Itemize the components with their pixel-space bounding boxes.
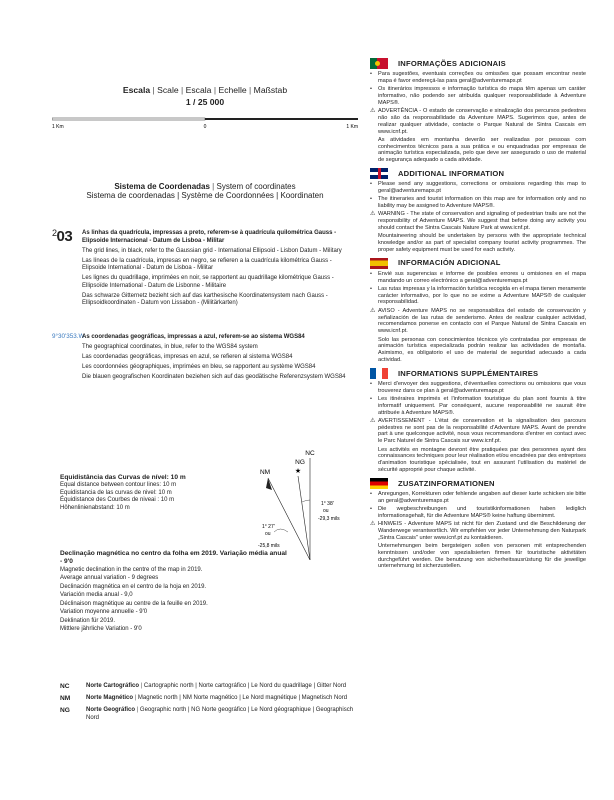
uk-flag-icon bbox=[370, 168, 388, 179]
section-title-de: ZUSATZINFORMATIONEN bbox=[398, 478, 495, 488]
list-item: • Merci d'envoyer des suggestions, d'éventuelles corrections ou omissions que vous trouverez dans ce plan à geral@adventuremaps.pt bbox=[370, 381, 586, 395]
north-row-nm: NM Norte Magnético | Magnetic north | NM Norte magnético | Le Nord magnétique | Magnetisch Nord bbox=[60, 695, 348, 703]
section-title-en: ADDITIONAL INFORMATION bbox=[398, 168, 505, 178]
section-de bbox=[370, 478, 586, 570]
germany-flag-icon bbox=[370, 478, 388, 489]
list-item: • Please send any suggestions, corrections or omissions regarding this map to geral@adventuremaps.pt bbox=[370, 181, 586, 195]
section-title-es: INFORMACIÓN ADICIONAL bbox=[398, 258, 501, 268]
ou-1: ou bbox=[323, 508, 329, 514]
mils-ng-nm: -25,8 mils bbox=[258, 543, 280, 549]
list-item: • Anregungen, Korrekturen oder fehlende angaben auf dieser karte schicken sie bitte an geral@adventuremaps.pt bbox=[370, 491, 586, 505]
section-title-pt: INFORMAÇÕES ADICIONAIS bbox=[398, 58, 506, 68]
spain-flag-icon bbox=[370, 258, 388, 269]
list-item: • Envié sus sugerencias e informe de posibles errores u omisiones en el mapa mandando un correo electrónico a geral@adventuremaps.pt bbox=[370, 271, 586, 285]
list-item: ⚠ AVISO - Adventure MAPS no se responsabiliza del estado de conservación y señalización de las rutas de senderismo. Antes de realizar cualquier actividad, recomendamos ponerse en contacto con el Parque Natural de Sintra Cascais en www.icnf.pt. bbox=[370, 308, 586, 335]
additional-info-column bbox=[370, 58, 586, 574]
scale-bar-mid: 0 bbox=[203, 124, 207, 130]
scale-bar-right: 1 Km bbox=[346, 124, 358, 130]
section-pt bbox=[370, 58, 586, 164]
grid-number-sample: $^2$03 bbox=[52, 228, 73, 245]
list-item: • Die wegbeschreibungen und touristikinformationen haben lediglich informationsgehalt, für die Adventure MAPS® keine haftung übernimmt. bbox=[370, 506, 586, 520]
list-item: Solo las personas con conocimientos técnicos y/o contratadas por empresas de animación turística especializada podrán realizar las actividades de montaña. Asimismo, es obligatorio el uso de material de seguridad adecuado a cada actividad. bbox=[378, 336, 586, 363]
ng-label: NG bbox=[295, 459, 305, 466]
angle-ng-nm: 1° 27' bbox=[262, 524, 275, 530]
section-en bbox=[370, 168, 586, 254]
north-legend bbox=[60, 683, 360, 726]
list-item: • Os itinerários impressos e informação turística do mapa têm apenas um caráter informativo, não podendo ser atribuída qualquer responsabilidade à Adventure MAPS®. bbox=[370, 86, 586, 106]
list-item: ⚠ ADVERTÊNCIA - O estado de conservação e sinalização dos percursos pedestres não são da responsabilidade da Adventure MAPS. Sugerimos que, antes de realizar qualquer atividade, contacte o Parque Natural de Sintra Cascais em www.icnf.pt. bbox=[370, 108, 586, 135]
nm-label: NM bbox=[259, 469, 271, 476]
geo-description: As coordenadas geográficas, impressas a azul, referem-se ao sistema WGS84 The geographical coordinates, in blue, refer to the WGS84 system Las coordenadas geográficas, impresas en azul, se refieren al sistema WGS84 Les coordonnées géographiques, imprimées en bleu, se rapportent au système WGS84 Die blauen geografischen Koordinaten beziehen sich auf das geodätische Referenzsystem WGS84 bbox=[82, 334, 346, 380]
geo-coordinate-sample: 9°30'353.W bbox=[52, 333, 85, 340]
north-row-nc: NC Norte Cartográfico | Cartographic north | Norte cartográfico | Le Nord du quadrillage | Gitter Nord bbox=[60, 683, 347, 690]
ng-star-icon: ★ bbox=[294, 468, 302, 475]
north-row-ng: NG Norte Geográfico | Geographic north | NG Norte geográfico | Le Nord géographique | Geographisch Nord bbox=[60, 707, 354, 721]
list-item: • Para sugestões, eventuais correções ou omissões que possam encontrar neste mapa é favor endereçá-las para geral@adventuremaps.pt bbox=[370, 71, 586, 85]
scale-bar bbox=[52, 117, 358, 131]
list-item: • Les itinéraires imprimés et l'information touristique du plan sont fournis à titre informatif uniquement. Par conséquent, aucune responsabilité ne saurait être attribuée à Adventure MAPS®. bbox=[370, 396, 586, 416]
list-item: Mountaineering should be undertaken by persons with the appropriate technical knowledge and/or as part of specialist company tourist activity programmes. The proper safety equipment must be used for each activity. bbox=[378, 233, 586, 253]
declination-info: Declinação magnética no centro da folha em 2019. Variação média anual - 9'0 Magnetic declination in the centre of the map in 2019. Average annual variation - 9 degrees Declinación magnética en el centro de la hoja en 2019. Variación media anual - 9,0 Déclinaison magnétique au centre de la feuille en 2019. Variation moyenne annuelle - 9'0 Deklination für 2019. Mittlere jährliche Variation - 9'0 bbox=[60, 550, 287, 632]
angle-nc-ng: 1° 38' bbox=[321, 501, 334, 507]
scale-ratio: 1 / 25 000 bbox=[185, 96, 225, 107]
section-es bbox=[370, 258, 586, 364]
mils-nc-ng: -29,3 mils bbox=[318, 516, 340, 522]
grid-description: As linhas da quadrícula, impressas a preto, referem-se à quadrícula quilométrica Gauss - Elipsoide Internacional - Datum de Lisboa - Militar The grid lines, in black, refer to the Gaussian grid - International Ellipsoid - Lisbon Datum - Military Las líneas de la cuadrícula, impresas en negro, se refieren a la cuadrícula kilométrica Gauss - Elipsoide International - Datum de Lisboa - Militar Les lignes du quadrillage, imprimées en noir, se rapportent au quadrillage kilométrique Gauss - Ellipsoïde International - Datum de Lisbonne - Militaire Das schwarze Gitternetz bezieht sich auf das karthesische Koordinatensystem nach Gauss - Ellipsoidkoordinaten - Datum von Lissabon - (Militärkarten) bbox=[82, 230, 342, 306]
list-item: Unternehmungen beim bergsteigen sollen von personen mit entsprechenden kenntnissen und/oder von spezialisierten firmen für touristische aktivitäten durchgeführt werden. Die benutzung von sicherheitsausrüstung für die jeweilige unternehmung ist sicherzustellen. bbox=[378, 543, 586, 570]
portugal-flag-icon bbox=[370, 58, 388, 69]
section-fr bbox=[370, 368, 586, 474]
ng-line bbox=[298, 476, 310, 560]
list-item: • Las rutas impresas y la información turística recogida en el mapa tienen meramente carácter informativo, por lo que no se exime a Adventure MAPS® de cualquier responsabilidad. bbox=[370, 286, 586, 306]
coordinates-title: Sistema de Coordenadas | System of coordinates Sistema de coordenadas | Système de Coordonnées | Koordinaten bbox=[86, 182, 324, 201]
nc-label: NC bbox=[305, 450, 315, 457]
contour-info: Equidistância das Curvas de nível: 10 m Equal distance between contour lines: 10 m Equidistancia de las curvas de nivel: 10 m Équidistance des Courbes de niveai : 10 m Höhenlinienabstand: 10 m bbox=[60, 474, 186, 511]
list-item: Les activités en montagne devront être pratiquées par des personnes ayant des connaissances techniques pour leur réalisation et/ou encadrées par des entreprises d'animation touristique spécialisée, tout en assurant l'utilisation du matériel de sécurité approprié pour chaque activité. bbox=[378, 446, 586, 473]
france-flag-icon bbox=[370, 368, 388, 379]
list-item: As atividades em montanha deverão ser realizadas por pessoas com conhecimentos técnicos para a sua prática e ou enquadradas por empresas de animação turística especializada, pelo que deve ser assegurado o uso de material de segurança adequado a cada atividade. bbox=[378, 136, 586, 164]
scale-block bbox=[52, 85, 358, 107]
scale-bar-left: 1 Km bbox=[52, 124, 64, 130]
ou-2: ou bbox=[265, 531, 271, 537]
list-item: ⚠ AVERTISSEMENT - L'état de conservation et la signalisation des parcours pédestres ne sont pas de la responsabilité d'Adventure MAPS. Avant de prendre part à une quelconque activité, nous vous recommandons d'entrer en contact avec le Parc Naturel de Sintra Cascais sur www.icnf.pt. bbox=[370, 418, 586, 445]
scale-title: Escala | Scale | Escala | Echelle | Maßstab bbox=[122, 85, 288, 95]
section-title-fr: INFORMATIONS SUPPLÉMENTAIRES bbox=[398, 368, 539, 378]
list-item: • The itineraries and tourist information on this map are for information only and no liability may be assigned to Adventure MAPS®. bbox=[370, 196, 586, 210]
list-item: ⚠ WARNING - The state of conservation and signaling of pedestrian trails are not the responsibility of Adventure MAPS. We suggest that before doing any activity you should contact the Sintra Cascais Nature Park at www.icnf.pt. bbox=[370, 211, 586, 231]
list-item: ⚠ HINWEIS - Adventure MAPS ist nicht für den Zustand und die Beschilderung der Wanderwege verantwortlich. Wir empfehlen vor jeder Unternehmung den Naturpark „Sintra Cascais" unter www.icnf.pt zu kontaktieren. bbox=[370, 521, 586, 541]
